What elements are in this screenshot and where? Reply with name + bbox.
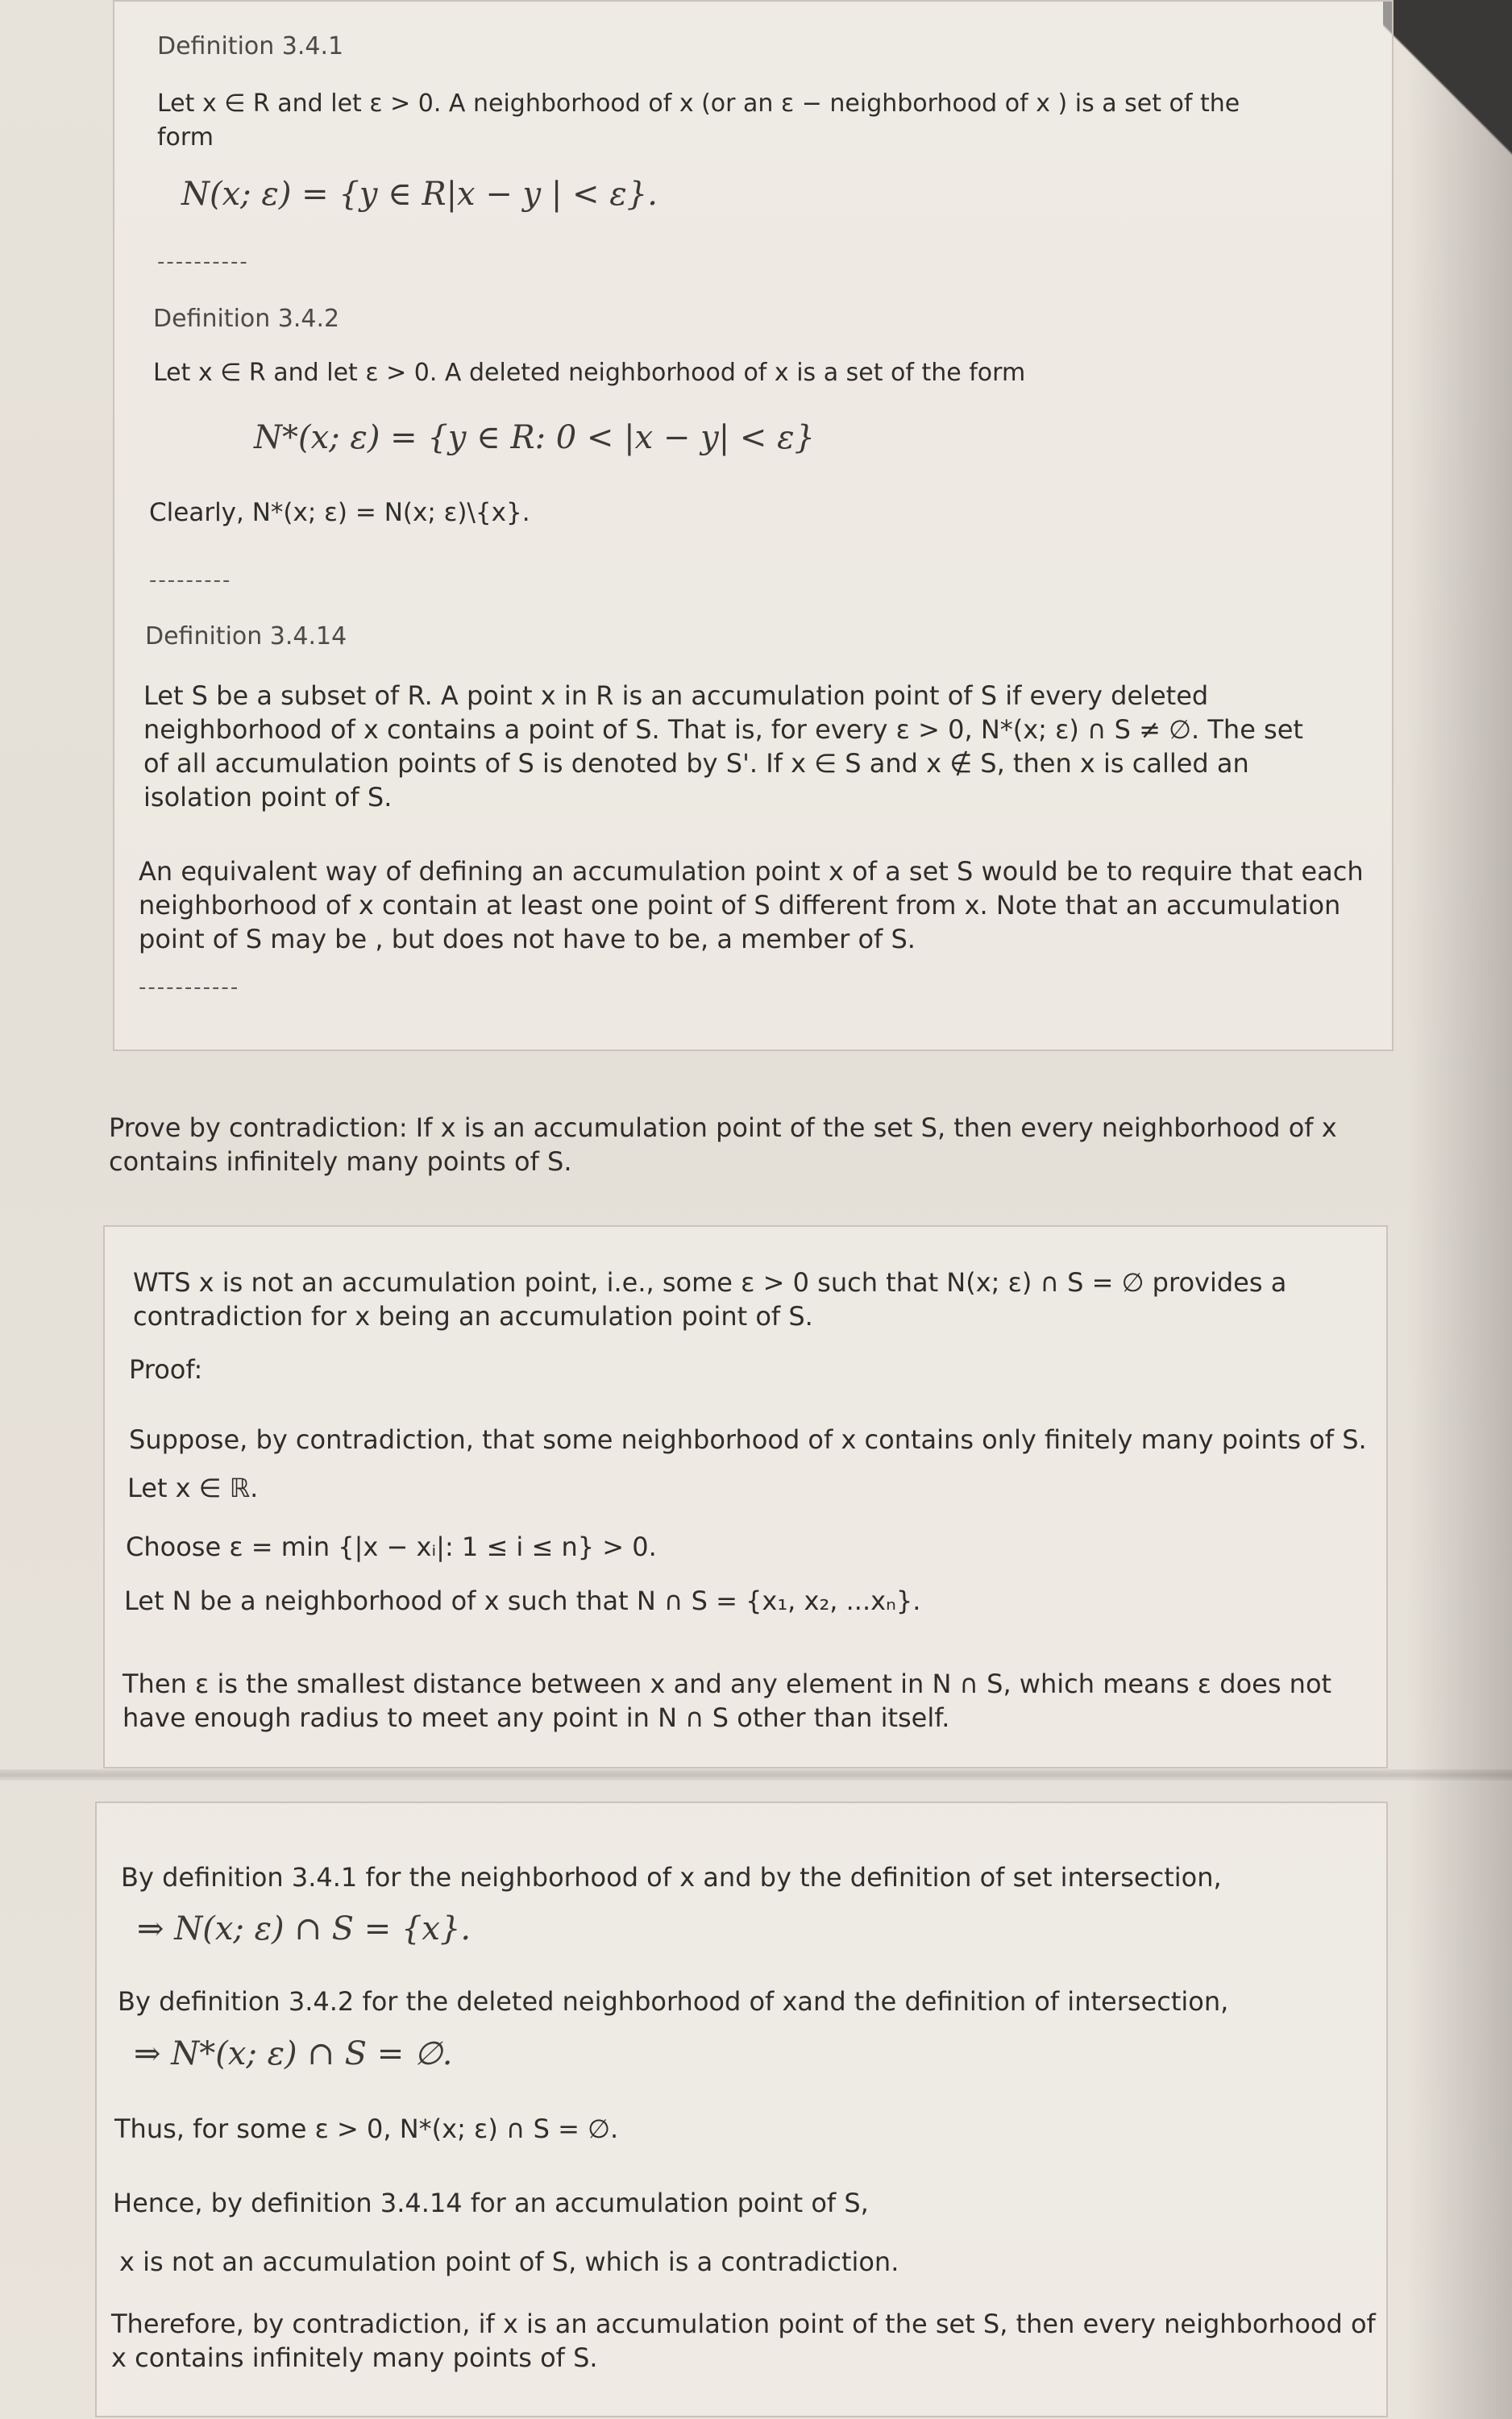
separator: -----------	[139, 975, 240, 1000]
proof-not-accumulation: x is not an accumulation point of S, which is a contradiction.	[119, 2247, 899, 2277]
proof-by-def-3-4-1: By definition 3.4.1 for the neighborhood of x and by the definition of set intersection,	[121, 1862, 1222, 1893]
definition-3-4-2-clearly: Clearly, N*(x; ε) = N(x; ε)\{x}.	[149, 498, 530, 527]
proof-then-line: Then ε is the smallest distance between x and any element in N ∩ S, which means ε does not	[123, 1669, 1332, 1699]
proof-hence: Hence, by definition 3.4.14 for an accumulation point of S,	[113, 2188, 869, 2218]
wts-line: contradiction for x being an accumulation point of S.	[133, 1301, 813, 1332]
definition-3-4-2-equation: N*(x; ε) = {y ∈ R: 0 < |x − y| < ε}	[254, 419, 816, 456]
definition-3-4-14-line: Let S be a subset of R. A point x in R is an accumulation point of S if every deleted	[143, 680, 1209, 711]
definition-3-4-1-heading: Definition 3.4.1	[157, 32, 344, 60]
definition-3-4-14-line: An equivalent way of defining an accumulation point x of a set S would be to require that each	[139, 856, 1364, 887]
paper-fold	[0, 1769, 1512, 1781]
definition-3-4-1-text-2: form	[157, 123, 214, 152]
definition-3-4-14-line: neighborhood of x contain at least one point of S different from x. Note that an accumulation	[139, 890, 1341, 921]
proof-label: Proof:	[129, 1354, 203, 1385]
definition-3-4-14-line: point of S may be , but does not have to be, a member of S.	[139, 924, 916, 954]
separator: ---------	[149, 568, 232, 592]
proof-result-1: ⇒ N(x; ε) ∩ S = {x}.	[137, 1910, 471, 1947]
proof-therefore-line: x contains infinitely many points of S.	[111, 2342, 598, 2373]
proof-thus: Thus, for some ε > 0, N*(x; ε) ∩ S = ∅.	[114, 2114, 619, 2144]
definition-3-4-14-line: isolation point of S.	[143, 782, 393, 813]
proof-suppose: Suppose, by contradiction, that some neighborhood of x contains only finitely many points of S.	[129, 1424, 1367, 1455]
proof-choose-epsilon: Choose ε = min {|x − xᵢ|: 1 ≤ i ≤ n} > 0.	[126, 1532, 657, 1562]
proof-let-x: Let x ∈ ℝ.	[127, 1473, 259, 1503]
page-corner	[1383, 0, 1512, 210]
definition-3-4-14-line: of all accumulation points of S is denoted by S'. If x ∈ S and x ∉ S, then x is called an	[143, 748, 1249, 779]
definition-3-4-14-line: neighborhood of x contains a point of S. That is, for every ε > 0, N*(x; ε) ∩ S ≠ ∅. The set	[143, 714, 1303, 745]
separator: ----------	[157, 250, 249, 274]
proof-then-line: have enough radius to meet any point in N ∩ S other than itself.	[123, 1702, 950, 1733]
proof-result-2: ⇒ N*(x; ε) ∩ S = ∅.	[134, 2035, 453, 2072]
definition-3-4-1-text: Let x ∈ R and let ε > 0. A neighborhood of x (or an ε − neighborhood of x ) is a set of the	[157, 89, 1240, 118]
wts-line: WTS x is not an accumulation point, i.e., some ε > 0 such that N(x; ε) ∩ S = ∅ provides a	[133, 1267, 1287, 1298]
definition-3-4-2-heading: Definition 3.4.2	[153, 305, 340, 333]
problem-statement-line: contains infinitely many points of S.	[109, 1146, 572, 1177]
problem-statement-line: Prove by contradiction: If x is an accumulation point of the set S, then every neighborhood of x	[109, 1112, 1337, 1143]
definition-3-4-1-equation: N(x; ε) = {y ∈ R|x − y | < ε}.	[181, 176, 658, 213]
page-shadow	[1407, 0, 1512, 2419]
definition-3-4-14-heading: Definition 3.4.14	[145, 622, 347, 650]
proof-let-n: Let N be a neighborhood of x such that N ∩ S = {x₁, x₂, ...xₙ}.	[124, 1586, 921, 1616]
proof-by-def-3-4-2: By definition 3.4.2 for the deleted neighborhood of xand the definition of intersection,	[118, 1986, 1229, 2017]
definition-3-4-2-text: Let x ∈ R and let ε > 0. A deleted neighborhood of x is a set of the form	[153, 359, 1026, 387]
proof-therefore-line: Therefore, by contradiction, if x is an accumulation point of the set S, then every neighborhood of	[111, 2309, 1376, 2339]
